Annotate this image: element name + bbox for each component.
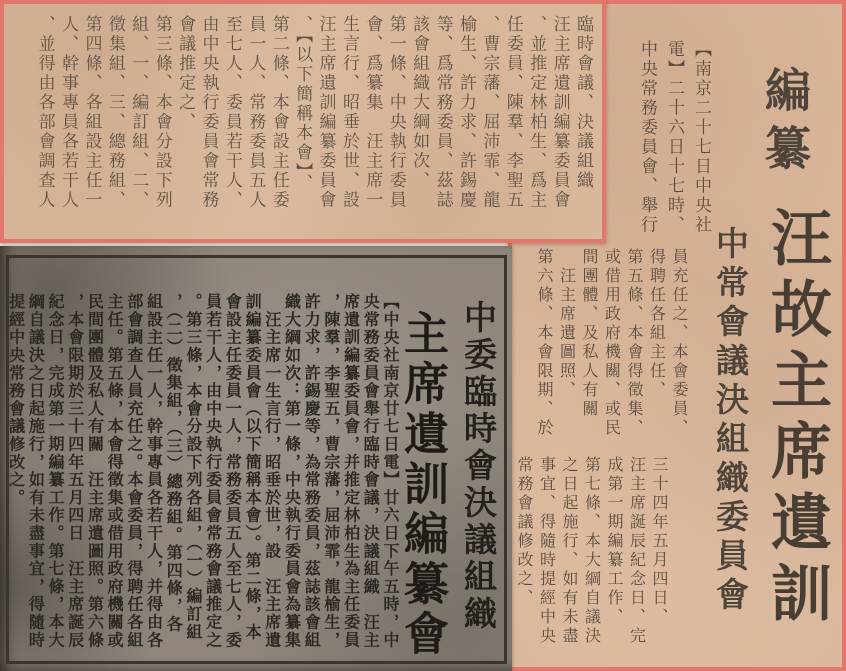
text-column: 等、爲常務委員、茲誌 <box>432 15 453 210</box>
text-column: 會設主任委員一人，常務委員五人至七人，委 <box>223 293 243 649</box>
text-column: 綱自議決之日起施行，如有未盡事宜，得隨時 <box>26 293 46 649</box>
text-column: 成第一期編纂工作、 <box>605 456 624 627</box>
strip-text-columns <box>32 15 594 231</box>
text-column: 第五條、本會得徵集、 <box>625 248 644 438</box>
lead-block <box>633 40 714 254</box>
text-column: 員一人、常務委員五人 <box>245 15 266 210</box>
text-column: 。第三條，本會分設下列各組，（一）編訂組 <box>183 293 203 641</box>
text-column: 【南京二十七日中央社 <box>691 40 711 235</box>
text-column: 民間團體及私人有關 汪主席遺圖照。第六條 <box>85 293 105 649</box>
text-column: 汪主席遺訓編纂委員會 <box>549 15 570 210</box>
main-headline: 汪故主席遺訓 <box>761 206 832 632</box>
text-column: 組設主任一人，幹事專員各若干人，并得由各 <box>144 293 164 649</box>
text-column: 汪主席一生言行，昭垂於世，設 汪主席遺 <box>262 293 282 649</box>
top-strip-clipping <box>0 0 606 243</box>
text-column: 部會調查人員充任之。本會委員，得聘任各組 <box>124 293 144 649</box>
body-block-1 <box>533 248 691 458</box>
text-column: 第三條、本會分設下列 <box>151 15 172 210</box>
text-column: 常務會議修改之、 <box>515 456 534 608</box>
text-column: 第二條、本會設主任委 <box>268 15 289 210</box>
text-column: 或借用政府機關、或民 <box>602 248 622 438</box>
text-column: 紀念日，完成第一期編纂工作。第七條，本大 <box>46 293 66 649</box>
text-column: 第七條、本大綱自議決 <box>582 456 602 646</box>
text-column: 至七人、委員若干人、 <box>221 15 242 210</box>
text-column: 該會組織大綱如次、 <box>409 15 430 191</box>
text-column: 員充任之、本會委員、 <box>670 248 689 438</box>
text-column: 織大綱如次：第一條，中央執行委員會為纂集 <box>282 293 302 649</box>
text-column: 、【以下簡稱本會】、 <box>292 15 313 193</box>
text-column: 電】二十六日十七時、 <box>664 40 684 235</box>
text-column: 臨時會議、決議組織 <box>573 15 593 191</box>
dark-headline-line1: 中委臨時會決議組織 <box>459 300 498 633</box>
text-column: ，本會限期於三十四年五月四日 汪主席誕辰 <box>65 293 85 649</box>
text-column: 央常務委員會舉行臨時會議，決議組織 汪主 <box>361 293 381 649</box>
text-column: 訓編纂委員會（以下簡稱本會）。第二條，本 <box>243 293 263 641</box>
text-column: 徵集組、三、總務組、 <box>104 15 125 210</box>
text-column: 、並推定林柏生、爲主 <box>526 15 547 210</box>
dark-body-columns <box>6 293 400 667</box>
text-column: 第四條、各組設主任一 <box>81 15 102 210</box>
text-column: 之日起施行、如有未盡 <box>560 456 579 646</box>
text-column: 由中央執行委員會常務 <box>198 15 219 210</box>
dark-clipping <box>0 246 512 671</box>
text-column: 【中央社南京廿七日電】廿六日下午五時，中 <box>381 293 400 649</box>
text-column: 、並得由各部會調查人 <box>34 15 55 210</box>
text-column: 汪主席誕辰紀念日、完 <box>627 456 647 646</box>
text-column: 許力求，許錫慶等，為常務委員，茲誌該會組 <box>302 293 322 649</box>
text-column: 人、幹事專員各若干人 <box>58 15 79 210</box>
text-column: 榆生、許力求、許錫慶 <box>455 15 476 210</box>
text-column: 員若干人，由中央執行委員會常務會議推定之 <box>203 293 223 649</box>
text-column: 提經中央常務會議修改之。 <box>6 293 26 507</box>
text-column: 中央常務委員會、舉行 <box>637 40 657 235</box>
kicker-headline: 編纂 <box>758 66 812 182</box>
text-column: 主任。第五條，本會得徵集或借用政府機關或 <box>105 293 125 649</box>
text-column: 生言行、昭垂於世、設 <box>338 15 359 210</box>
text-column: 會、爲纂集 汪主席一 <box>362 15 383 210</box>
text-column: 得聘任各組主任、 <box>647 248 667 400</box>
sub-headline: 中常會議決組織委員會 <box>711 226 750 616</box>
text-column: ，（二）徵集組，（三）總務組。第四條，各 <box>164 293 184 633</box>
text-column: 汪主席遺圖照、 <box>557 248 577 400</box>
text-column: ，陳羣，李聖五，曹宗藩，屈沛霏，龍榆生， <box>321 293 341 649</box>
dark-headline-line2: 主席遺訓編纂會 <box>396 310 449 660</box>
text-column: 會議推定之、 <box>175 15 196 132</box>
text-column: 任委員、陳羣、李聖五 <box>502 15 523 210</box>
text-column: 間團體、及私人有關 <box>580 248 599 419</box>
text-column: 組、一、編訂組、二、 <box>128 15 149 210</box>
body-block-2 <box>513 456 671 666</box>
text-column: 三十四年五月四日、 <box>650 456 669 627</box>
text-column: 事宜、得隨時提經中央 <box>537 456 557 646</box>
text-column: 席遺訓編纂委員會，并推定林柏生為主任委員 <box>341 293 361 649</box>
text-column: 、曹宗藩、屈沛霏、龍 <box>479 15 500 210</box>
text-column: 汪主席遺訓編纂委員會 <box>315 15 336 210</box>
text-column: 第一條、中央執行委員 <box>385 15 406 210</box>
text-column: 第六條、本會限期、於 <box>535 248 554 438</box>
